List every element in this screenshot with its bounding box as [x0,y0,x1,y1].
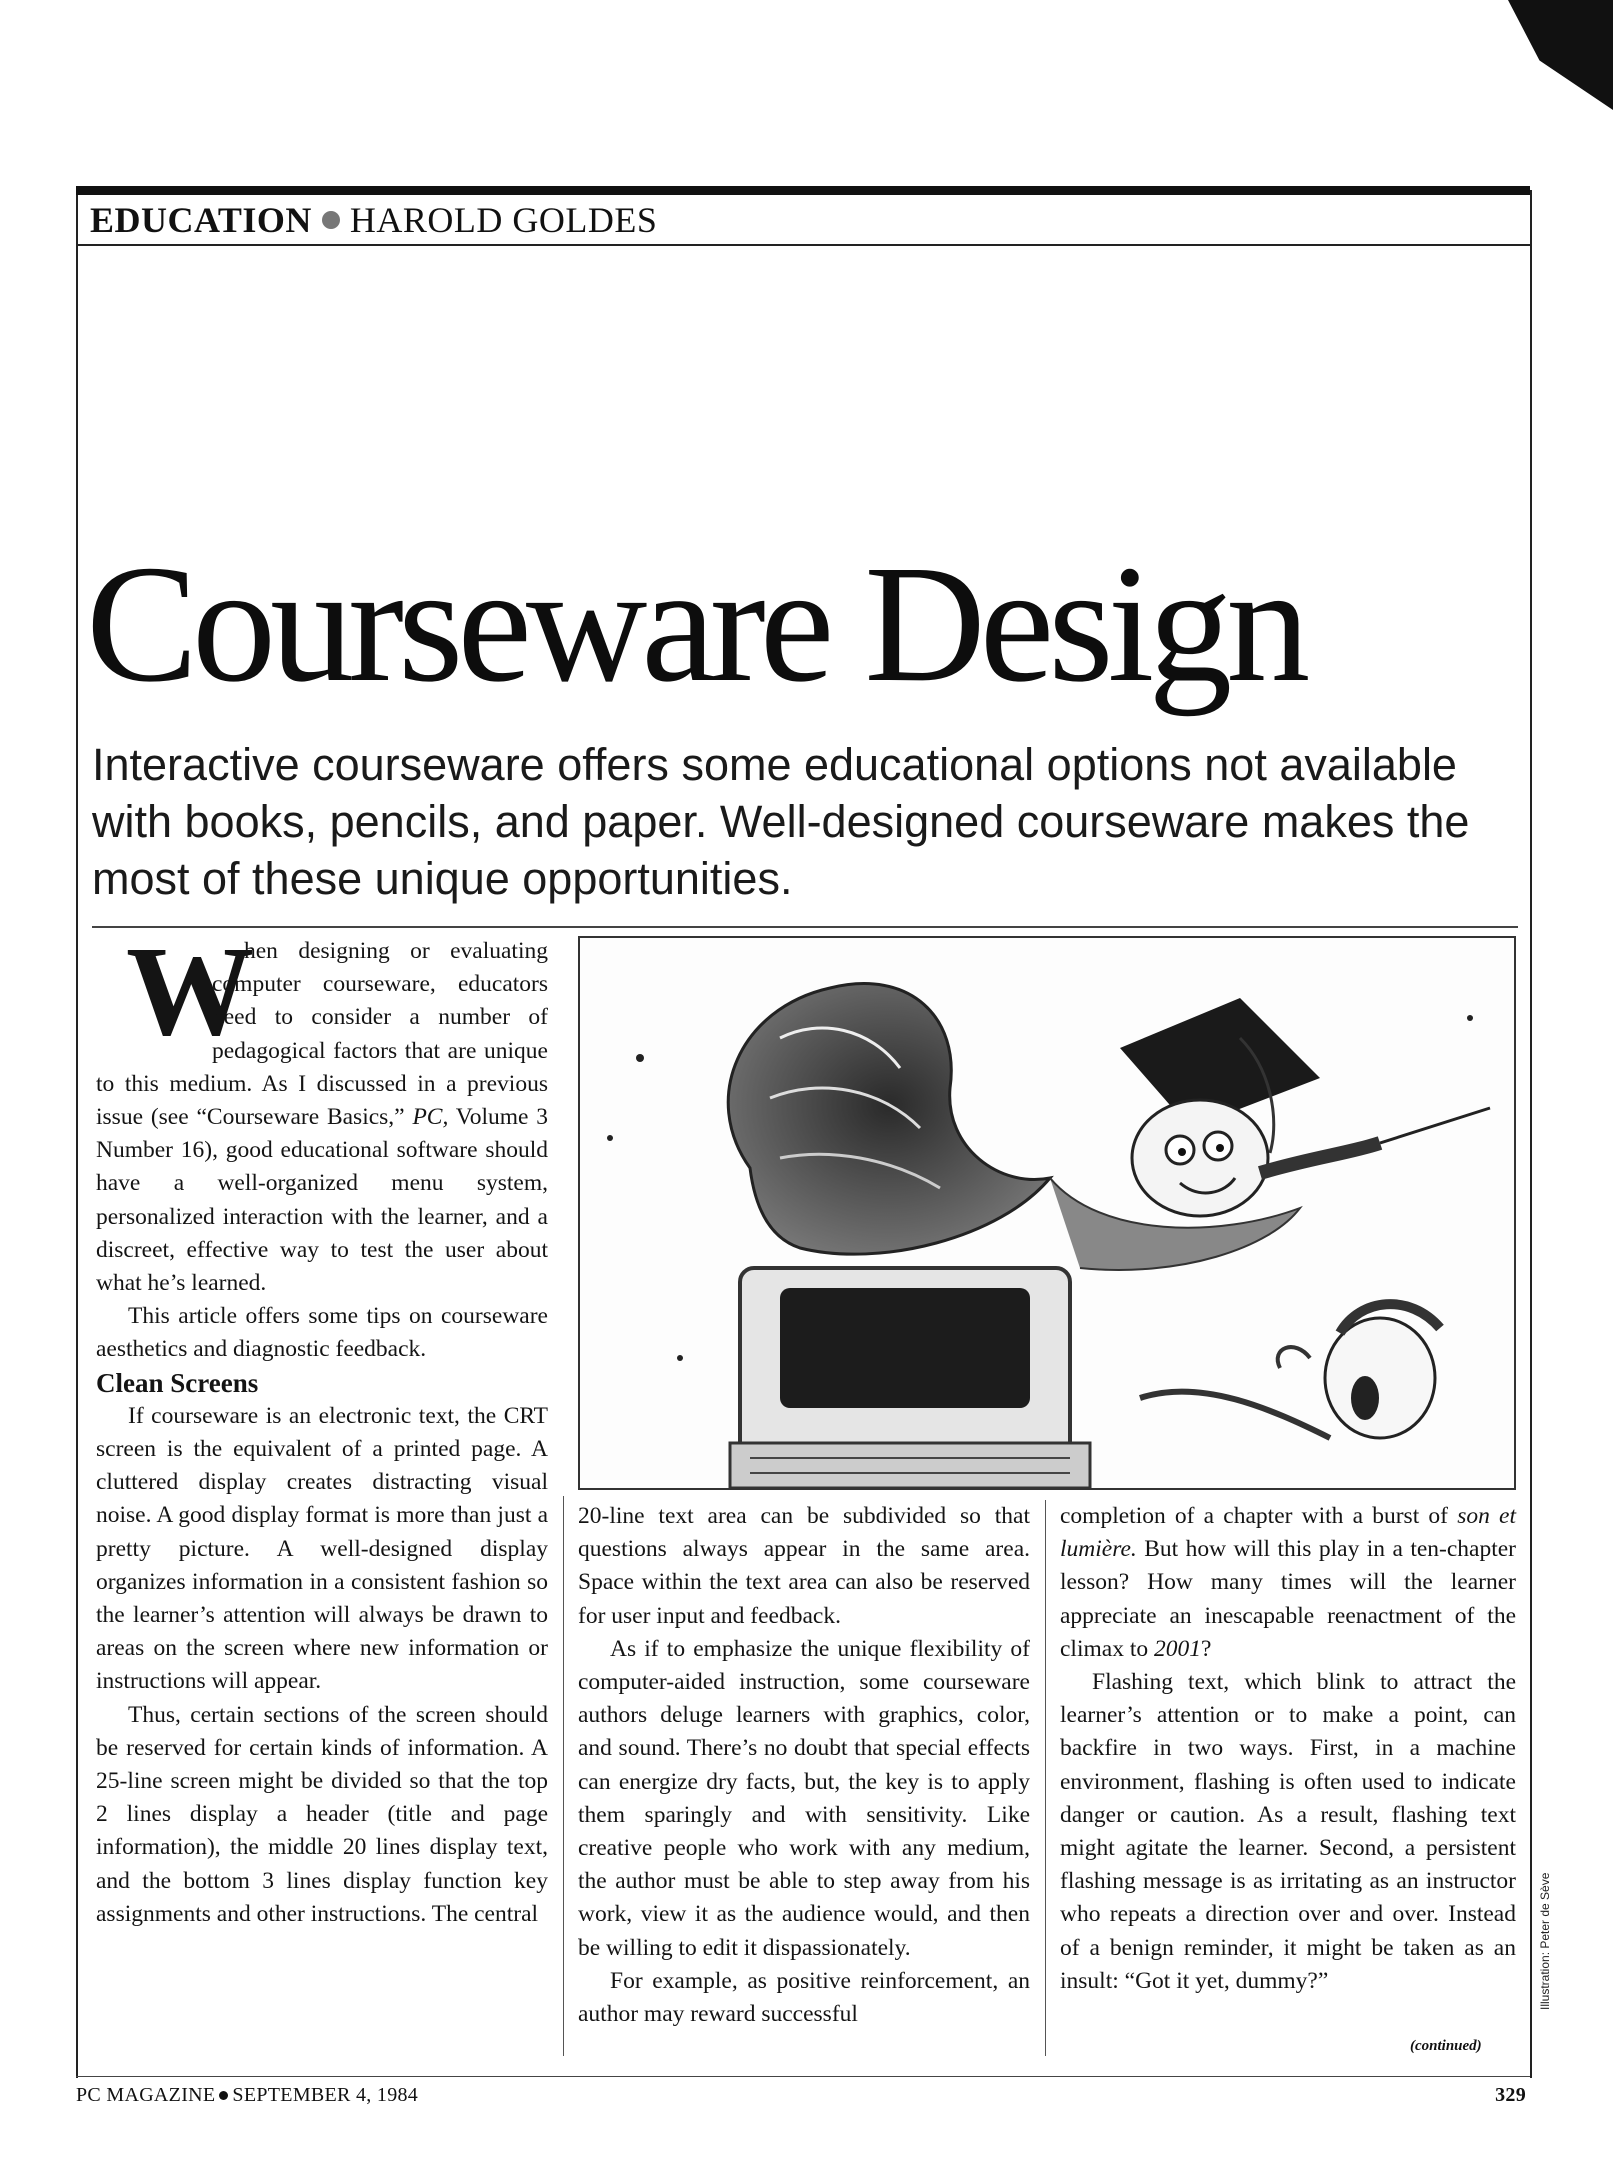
page-number: 329 [1495,2084,1526,2106]
paragraph: 20-line text area can be subdivided so that questions always appear in the same area. Space within the text area can also be reserved for user input and feedback. [578,1503,1030,1629]
article-title: Courseware Design [86,531,1305,717]
column-divider [563,1496,564,2056]
paragraph: This article offers some tips on courseware aesthetics and diagnostic feedback. [96,1303,548,1363]
paragraph: Thus, certain sections of the screen should be reserved for certain kinds of information. A 25-line screen might be divided so that the top 2 lines display a header (title and page information), the middle 20 lines display text, and the bottom 3 lines display function key assignments and other instructions. The central [96,1701,548,1927]
paragraph-text: But how will this play in a ten-chapter lesson? How many times will the learner appreciate an inescapable reenactment of the climax to [1060,1536,1517,1662]
paragraph [96,920,549,1300]
subheading: Clean Screens [96,1367,259,1398]
divider [92,926,1518,928]
section-header [76,186,1530,246]
illustration-credit: Illustration: Peter de Sève [1538,1872,1552,2010]
paragraph-text: hen designing or evaluating computer courseware, educators need to consider a number of pedagogical factors that are unique to this medium. As I discussed in a previous issue (see “Courseware Basics,” [96,938,548,1131]
drop-cap: W [126,920,254,1062]
paragraph: Flashing text, which blink to attract the learner’s attention or to make a point, can backfire in two ways. First, in a machine environment, flashing is often used to indicate danger or caution. As a result, flashing text might agitate the learner. Second, a persistent flashing message is as irritating as an instructor who repeats a direction over and over. Instead of a benign reminder, it might be taken as an insult: “Got it yet, dummy?” [1060,1669,1516,1994]
italic-phrase: son et lumière. [1060,1503,1517,1563]
bullet-icon [219,2091,228,2100]
paragraph: For example, as positive reinforcement, an author may reward successful [578,1967,1030,2028]
magazine-name: PC MAGAZINE [76,2084,216,2106]
continued-label: (continued) [1410,2038,1482,2054]
paragraph: If courseware is an electronic text, the CRT screen is the equivalent of a printed page. A cluttered display creates distracting visual noise. A good display format is more than just a pretty picture. A well-designed display organizes information in a consistent fashion so the learner’s attention will always be drawn to areas on the screen where new information or instructions will appear. [96,1402,548,1695]
paragraph: As if to emphasize the unique flexibility of computer-aided instruction, some courseware authors deluge learners with graphics, color, and sound. There’s no doubt that special effects can energize dry facts, but, the key is to apply them sparingly and with sensitivity. Like creative people who work with any medium, the author must be able to step away from his work, view it as the audience would, and then be willing to edit it dispassionately. [578,1635,1030,1961]
text-column-2 [578,1500,1030,2031]
footer-publication [76,2084,418,2107]
illustration [578,936,1516,1490]
professor-illustration-icon [580,938,1514,1488]
paragraph [1060,1500,1516,1666]
issue-date: SEPTEMBER 4, 1984 [232,2084,419,2106]
italic-citation: PC, [412,1104,449,1131]
page-corner-tab [1508,0,1613,110]
article-dek: Interactive courseware offers some educational options not available with books, pencils, and paper. Well-designed courseware makes the most of these unique opportunities. [92,739,1470,904]
paragraph-text: completion of a chapter with a burst of [1060,1503,1449,1529]
text-column-1 [96,920,549,1931]
page-footer [76,2084,1530,2107]
bullet-icon [322,211,340,229]
italic-film-title: 2001 [1153,1635,1201,1662]
section-label: EDUCATION [90,199,312,240]
column-divider [1045,1500,1046,2056]
paragraph-text: ? [1200,1635,1212,1662]
footer-divider [76,2076,1530,2077]
author-name: HAROLD GOLDES [349,199,658,240]
text-column-3 [1060,1500,1516,1998]
paragraph-text: Volume 3 Number 16), good educational software should have a well-organized menu system, personalized interaction with the learner, and a discreet, effective way to test the user about what he’s learned. [96,1104,549,1297]
